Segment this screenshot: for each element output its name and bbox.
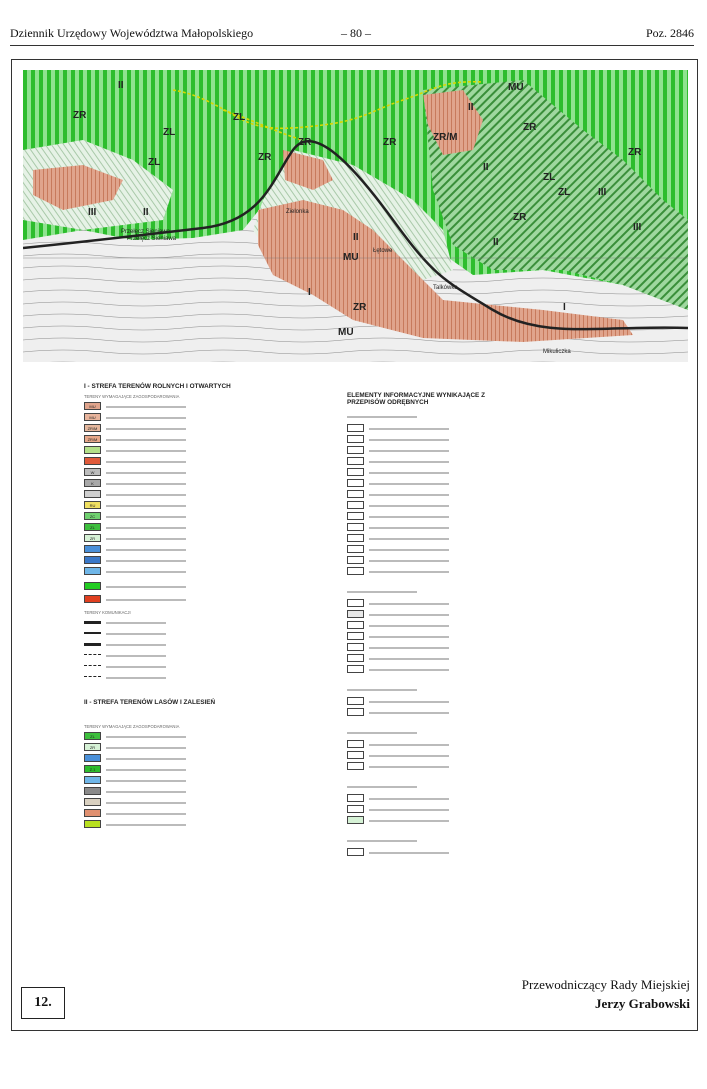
right-legend-group (347, 416, 507, 577)
road-line-row (84, 661, 244, 672)
map-place-label: Mikuliczka (543, 349, 571, 355)
legend-swatch (347, 751, 364, 759)
legend-row (347, 456, 507, 467)
legend-row (347, 489, 507, 500)
position-number: Poz. 2846 (646, 26, 694, 40)
legend-label-placeholder (106, 483, 186, 485)
legend-label-placeholder (369, 636, 449, 638)
legend-swatch (347, 762, 364, 770)
legend-swatch: MU (84, 413, 101, 421)
right-legend-group (347, 689, 507, 718)
legend-row (84, 478, 244, 489)
legend-swatch (347, 435, 364, 443)
legend-swatch (347, 643, 364, 651)
legend-label-placeholder (106, 516, 186, 518)
legend-label-placeholder (106, 769, 186, 771)
map-zone-label: ZL (543, 172, 556, 183)
legend-label-placeholder (369, 428, 449, 430)
section1-subtitle: TERENY WYMAGAJĄCE ZAGOSPODAROWANIA (84, 394, 180, 399)
legend-swatch (347, 501, 364, 509)
legend-row (347, 739, 507, 750)
legend-row (347, 423, 507, 434)
right-group-heading-placeholder (347, 689, 417, 691)
map-place-label: Talkówka (433, 285, 458, 291)
legend-left (84, 383, 244, 830)
map-zone-label: II (143, 207, 149, 218)
legend-row (347, 653, 507, 664)
legend-swatch (347, 468, 364, 476)
map-zone-label: ZR (628, 147, 642, 158)
road-line-row (84, 628, 244, 639)
map-zone-label: II (353, 232, 359, 243)
legend-row (347, 804, 507, 815)
legend-row (84, 533, 244, 544)
legend-swatch: ZL (84, 732, 101, 740)
legend-label-placeholder (369, 614, 449, 616)
legend-swatch: MU (84, 402, 101, 410)
legend-label-placeholder (106, 428, 186, 430)
map-zone-label: ZL (163, 127, 176, 138)
legend-row (347, 609, 507, 620)
road-line-row (84, 617, 244, 628)
legend-row (84, 445, 244, 456)
legend-label-placeholder (369, 798, 449, 800)
legend-label-placeholder (106, 571, 186, 573)
legend-row (347, 815, 507, 826)
legend-label-placeholder (106, 802, 186, 804)
legend-swatch (84, 595, 101, 603)
legend-row (347, 511, 507, 522)
legend-label-placeholder (369, 483, 449, 485)
legend-row (347, 522, 507, 533)
legend-swatch (347, 697, 364, 705)
right-group-heading-placeholder (347, 786, 417, 788)
legend-row (84, 412, 244, 423)
legend-swatch (347, 610, 364, 618)
map-zone-label: II (483, 162, 489, 173)
legend-row (84, 566, 244, 577)
legend-swatch: ZR/M (84, 435, 101, 443)
legend-swatch (347, 805, 364, 813)
legend-swatch (347, 848, 364, 856)
road-line-symbol (84, 665, 101, 669)
legend-label-placeholder (369, 625, 449, 627)
signature-block (522, 977, 690, 1012)
legend-label-placeholder (106, 644, 166, 646)
legend-row (84, 753, 244, 764)
map-zone-label: ZR (73, 110, 87, 121)
legend-swatch (84, 809, 101, 817)
legend-label-placeholder (106, 813, 186, 815)
legend-label-placeholder (369, 647, 449, 649)
legend-label-placeholder (106, 780, 186, 782)
legend-swatch: ZR/M (84, 424, 101, 432)
map-place-label: Przełęcz Sieniawa (121, 229, 171, 235)
legend-swatch (84, 754, 101, 762)
legend-row (347, 533, 507, 544)
legend-label-placeholder (106, 549, 186, 551)
map-zone-label: I (308, 287, 311, 298)
legend-swatch (84, 556, 101, 564)
map-zone-label: ZL (148, 157, 161, 168)
legend-row (84, 467, 244, 478)
legend-row (347, 707, 507, 718)
legend-row (347, 478, 507, 489)
legend-row (347, 750, 507, 761)
legend-label-placeholder (106, 586, 186, 588)
map-place-label: Przełęcz Sieniawa (127, 236, 177, 242)
map-zone-label: MU (343, 252, 359, 263)
legend-label-placeholder (106, 472, 186, 474)
legend-row (347, 434, 507, 445)
legend-swatch (84, 457, 101, 465)
legend-label-placeholder (369, 744, 449, 746)
page-number: – 80 – (341, 26, 371, 40)
attachment-number: 12. (21, 987, 65, 1019)
map-zone-label: II (468, 102, 474, 113)
map-zone-label: ZR/M (433, 132, 458, 143)
legend-row (84, 764, 244, 775)
right-legend-group (347, 840, 507, 858)
map-place-label: Łętowe (373, 248, 393, 254)
signature-name: Jerzy Grabowski (595, 996, 690, 1011)
legend-label-placeholder (106, 622, 166, 624)
legend-row (347, 598, 507, 609)
legend-label-placeholder (369, 852, 449, 854)
road-line-row (84, 672, 244, 683)
legend-swatch (347, 512, 364, 520)
legend-row (347, 620, 507, 631)
legend-label-placeholder (106, 494, 186, 496)
legend-label-placeholder (369, 820, 449, 822)
legend-label-placeholder (369, 527, 449, 529)
road-line-symbol (84, 621, 101, 624)
legend-label-placeholder (369, 439, 449, 441)
road-line-symbol (84, 643, 101, 646)
legend-label-placeholder (369, 603, 449, 605)
map-zone-label: I (563, 302, 566, 313)
map-zone-label: II (493, 237, 499, 248)
legend-swatch: RU (84, 501, 101, 509)
legend-row (84, 731, 244, 742)
legend-swatch (347, 446, 364, 454)
section2-items (84, 731, 244, 830)
legend-label-placeholder (369, 669, 449, 671)
legend-swatch (347, 545, 364, 553)
legend-label-placeholder (369, 549, 449, 551)
legend-row (347, 445, 507, 456)
legend-label-placeholder (106, 505, 186, 507)
road-line-symbol (84, 654, 101, 657)
legend-row (84, 434, 244, 445)
legend-label-placeholder (369, 560, 449, 562)
road-line-symbol (84, 676, 101, 679)
legend-swatch: ZL (84, 523, 101, 531)
legend-row (84, 544, 244, 555)
map-zone-label: MU (338, 327, 354, 338)
legend-swatch (347, 816, 364, 824)
legend-swatch (84, 798, 101, 806)
legend-swatch (347, 621, 364, 629)
map-zone-label: ZR (513, 212, 527, 223)
map-zone-label: III (88, 207, 97, 218)
legend-label-placeholder (106, 736, 186, 738)
legend-label-placeholder (106, 758, 186, 760)
legend-swatch (347, 523, 364, 531)
legend-swatch (84, 582, 101, 590)
legend-swatch (347, 479, 364, 487)
section2-title: II - STREFA TERENÓW LASÓW I ZALESIEŃ (84, 699, 216, 706)
legend-swatch: ZR (84, 534, 101, 542)
map-zone-label: ZR (523, 122, 537, 133)
legend-row (347, 500, 507, 511)
legend-label-placeholder (369, 809, 449, 811)
legend-row (84, 594, 244, 607)
legend-swatch (84, 787, 101, 795)
legend-row (347, 761, 507, 772)
right-group-heading-placeholder (347, 732, 417, 734)
map-zone-label: ZR (353, 302, 367, 313)
map-zone-label: ZR (298, 137, 312, 148)
map-canvas (23, 70, 688, 362)
legend-row (347, 566, 507, 577)
legend-row (347, 642, 507, 653)
legend-label-placeholder (106, 747, 186, 749)
map-zone-label: ZL (233, 112, 246, 123)
legend-swatch (347, 534, 364, 542)
road-line-row (84, 650, 244, 661)
page-header (10, 26, 694, 42)
legend-swatch (347, 632, 364, 640)
legend-label-placeholder (369, 712, 449, 714)
legend-label-placeholder (106, 406, 186, 408)
legend-row (84, 742, 244, 753)
map-zone-label: ZR (383, 137, 397, 148)
road-line-symbol (84, 632, 101, 634)
legend-row (347, 793, 507, 804)
legend-label-placeholder (106, 599, 186, 601)
legend-label-placeholder (369, 571, 449, 573)
right-legend-groups (347, 416, 507, 858)
legend-label-placeholder (106, 824, 186, 826)
legend-label-placeholder (369, 494, 449, 496)
legend-row (84, 500, 244, 511)
right-group-heading-placeholder (347, 591, 417, 593)
legend-row (347, 467, 507, 478)
legend-label-placeholder (106, 560, 186, 562)
legend-swatch (84, 567, 101, 575)
legend-swatch (347, 457, 364, 465)
legend-row (347, 696, 507, 707)
legend-right (347, 392, 507, 858)
map-zone-label: III (633, 222, 642, 233)
journal-title: Dziennik Urzędowy Województwa Małopolskiego (10, 26, 254, 40)
legend-swatch (347, 740, 364, 748)
legend-row (84, 489, 244, 500)
legend-label-placeholder (369, 450, 449, 452)
section1-title: I - STREFA TERENÓW ROLNYCH I OTWARTYCH (84, 383, 231, 390)
legend-swatch (347, 567, 364, 575)
legend-row (84, 797, 244, 808)
legend-label-placeholder (369, 505, 449, 507)
legend-row (84, 555, 244, 566)
legend-swatch: Z.1 (84, 765, 101, 773)
right-group-heading-placeholder (347, 840, 417, 842)
legend-row (347, 544, 507, 555)
legend-swatch: K (84, 479, 101, 487)
legend-label-placeholder (106, 677, 166, 679)
legend-label-placeholder (106, 450, 186, 452)
legend-row (347, 555, 507, 566)
zoning-map (23, 70, 688, 362)
section1-items (84, 401, 244, 577)
road-line-row (84, 639, 244, 650)
legend-row (347, 631, 507, 642)
legend-label-placeholder (369, 755, 449, 757)
section2-subtitle: TERENY WYMAGAJĄCE ZAGOSPODAROWANIA (84, 724, 180, 729)
legend-swatch (347, 654, 364, 662)
legend-swatch (347, 490, 364, 498)
legend-row (84, 456, 244, 467)
legend-swatch (84, 490, 101, 498)
section1-extra-items (84, 581, 244, 607)
legend-label-placeholder (369, 516, 449, 518)
legend-row (84, 522, 244, 533)
legend-swatch (347, 556, 364, 564)
map-place-label: Zielonka (286, 209, 309, 215)
legend-label-placeholder (369, 461, 449, 463)
legend-label-placeholder (106, 666, 166, 668)
right-group-heading-placeholder (347, 416, 417, 418)
legend-swatch: ZC (84, 512, 101, 520)
legend-swatch (84, 545, 101, 553)
legend-label-placeholder (106, 417, 186, 419)
legend-row (84, 808, 244, 819)
legend-swatch (84, 446, 101, 454)
signature-title: Przewodniczący Rady Miejskiej (521, 977, 690, 992)
legend-row (84, 819, 244, 830)
legend-label-placeholder (106, 633, 166, 635)
legend-label-placeholder (106, 461, 186, 463)
right-legend-group (347, 732, 507, 772)
legend-label-placeholder (106, 655, 166, 657)
legend-row (347, 664, 507, 675)
legend-label-placeholder (369, 658, 449, 660)
section1-subhead: TERENY KOMUNIKACJI (84, 610, 131, 615)
right-legend-group (347, 786, 507, 826)
legend-swatch (347, 708, 364, 716)
legend-row (84, 511, 244, 522)
legend-swatch: W (84, 468, 101, 476)
legend-label-placeholder (369, 701, 449, 703)
legend-swatch (84, 820, 101, 828)
legend-label-placeholder (106, 527, 186, 529)
legend-swatch (347, 794, 364, 802)
legend-label-placeholder (106, 439, 186, 441)
legend-label-placeholder (369, 472, 449, 474)
legend-swatch (347, 599, 364, 607)
right-legend-title: ELEMENTY INFORMACYJNE WYNIKAJĄCE Z PRZEPISÓW ODRĘBNYCH (347, 392, 486, 406)
map-zone-label: ZR (258, 152, 272, 163)
legend-label-placeholder (106, 791, 186, 793)
legend-row (84, 423, 244, 434)
header-rule (10, 45, 694, 46)
map-zone-label: ZL (558, 187, 571, 198)
right-legend-group (347, 591, 507, 675)
map-zone-label: III (598, 187, 607, 198)
legend-label-placeholder (369, 538, 449, 540)
road-lines (84, 617, 244, 683)
legend-row (84, 581, 244, 594)
legend-swatch (347, 424, 364, 432)
legend-row (84, 401, 244, 412)
map-zone-label: II (118, 80, 124, 91)
map-zone-label: MU (508, 82, 524, 93)
legend-label-placeholder (369, 766, 449, 768)
legend-row (84, 786, 244, 797)
legend-row (347, 847, 507, 858)
legend-swatch (347, 665, 364, 673)
legend-swatch (84, 776, 101, 784)
legend-row (84, 775, 244, 786)
legend-swatch: ZR (84, 743, 101, 751)
legend-label-placeholder (106, 538, 186, 540)
